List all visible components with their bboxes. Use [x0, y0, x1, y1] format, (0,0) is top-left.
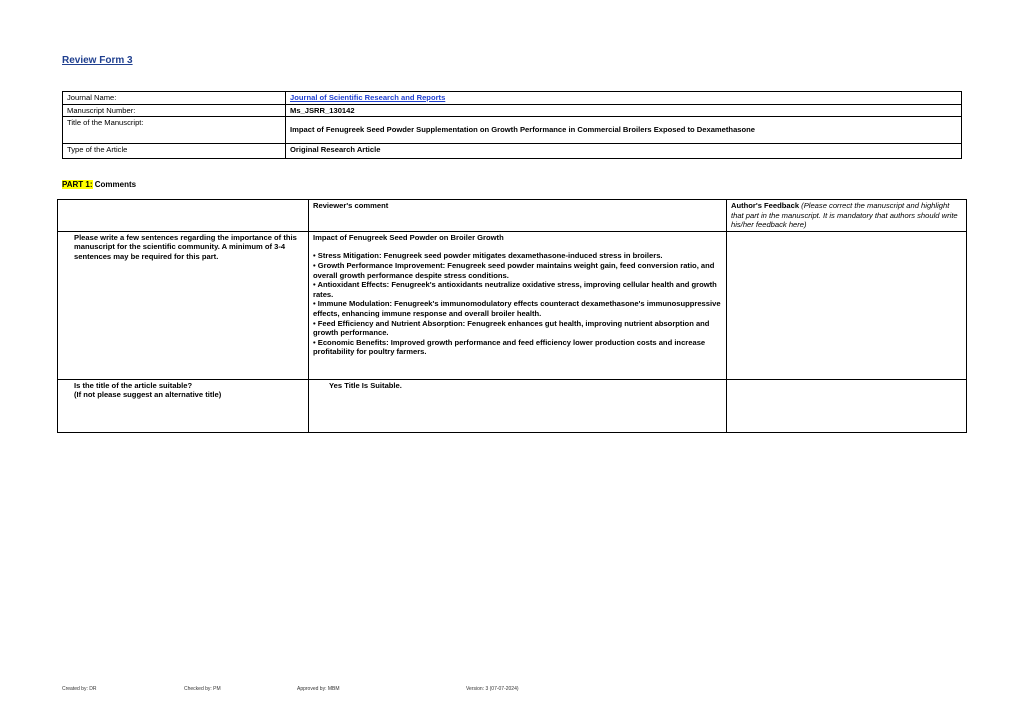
answer-point: • Antioxidant Effects: Fenugreek's antioxidants neutralize oxidative stress, improving cellular health and growth rates.: [313, 280, 717, 299]
question-line: (If not please suggest an alternative title): [74, 390, 222, 400]
table-row: [63, 117, 962, 144]
part-suffix: Comments: [92, 180, 137, 189]
importance-question: Please write a few sentences regarding the importance of this manuscript for the scientific community. A minimum of 3-4 sentences may be required for this part.: [58, 231, 309, 379]
reviewer-comment-header: Reviewer's comment: [309, 200, 727, 232]
table-row: [63, 104, 962, 117]
journal-name-label: Journal Name:: [63, 92, 286, 105]
header-empty-cell: [58, 200, 309, 232]
answer-point: • Feed Efficiency and Nutrient Absorption: Fenugreek enhances gut health, improving nutrient absorption and growth performance.: [313, 318, 710, 338]
title-suitability-answer: Yes Title Is Suitable.: [309, 379, 727, 432]
importance-answer: [309, 231, 727, 379]
part-label: PART 1:: [62, 180, 93, 189]
answer-point: • Growth Performance Improvement: Fenugreek seed powder maintains weight gain, feed conversion ratio, and overall growth performance despite stress conditions.: [313, 260, 715, 280]
footer-checked-by: Checked by: PM: [184, 686, 221, 692]
table-row: [58, 231, 967, 379]
table-row: [63, 144, 962, 159]
article-type-label: Type of the Article: [63, 144, 286, 159]
title-suitability-question: [58, 379, 309, 432]
answer-heading: Impact of Fenugreek Seed Powder on Broiler Growth: [313, 232, 504, 242]
table-row: [58, 200, 967, 232]
manuscript-title-value: Impact of Fenugreek Seed Powder Supplementation on Growth Performance in Commercial Broilers Exposed to Dexamethasone: [286, 117, 962, 144]
author-feedback-header: [727, 200, 967, 232]
article-type-value: Original Research Article: [286, 144, 962, 159]
manuscript-info-table: [62, 91, 962, 159]
answer-point: • Immune Modulation: Fenugreek's immunomodulatory effects counteract dexamethasone's immunosuppressive effects, enhancing immune response and overall broiler health.: [313, 299, 721, 318]
part-heading: [62, 180, 136, 189]
footer-created-by: Created by: DR: [62, 686, 97, 692]
footer-version: Version: 3 (07-07-2024): [466, 686, 519, 692]
answer-point: • Stress Mitigation: Fenugreek seed powder mitigates dexamethasone-induced stress in broilers.: [313, 251, 663, 261]
journal-link[interactable]: Journal of Scientific Research and Reports: [290, 93, 446, 102]
table-row: [58, 379, 967, 432]
journal-name-value: [286, 92, 962, 105]
author-feedback-cell[interactable]: [727, 379, 967, 432]
table-row: [63, 92, 962, 105]
comments-table: [57, 199, 967, 433]
author-feedback-instructions: (Please correct the manuscript and highlight that part in the manuscript. It is mandatory that authors should write his/her feedback here): [731, 201, 958, 230]
form-title: Review Form 3: [62, 55, 133, 66]
footer-approved-by: Approved by: MBM: [297, 686, 340, 692]
answer-point: • Economic Benefits: Improved growth performance and feed efficiency lower production costs and increase profitability for poultry farmers.: [313, 337, 706, 357]
author-feedback-title: Author's Feedback: [731, 201, 800, 210]
manuscript-number-value: Ms_JSRR_130142: [286, 104, 962, 117]
manuscript-number-label: Manuscript Number:: [63, 104, 286, 117]
manuscript-title-label: Title of the Manuscript:: [63, 117, 286, 144]
author-feedback-cell[interactable]: [727, 231, 967, 379]
question-line: Is the title of the article suitable?: [74, 380, 193, 390]
